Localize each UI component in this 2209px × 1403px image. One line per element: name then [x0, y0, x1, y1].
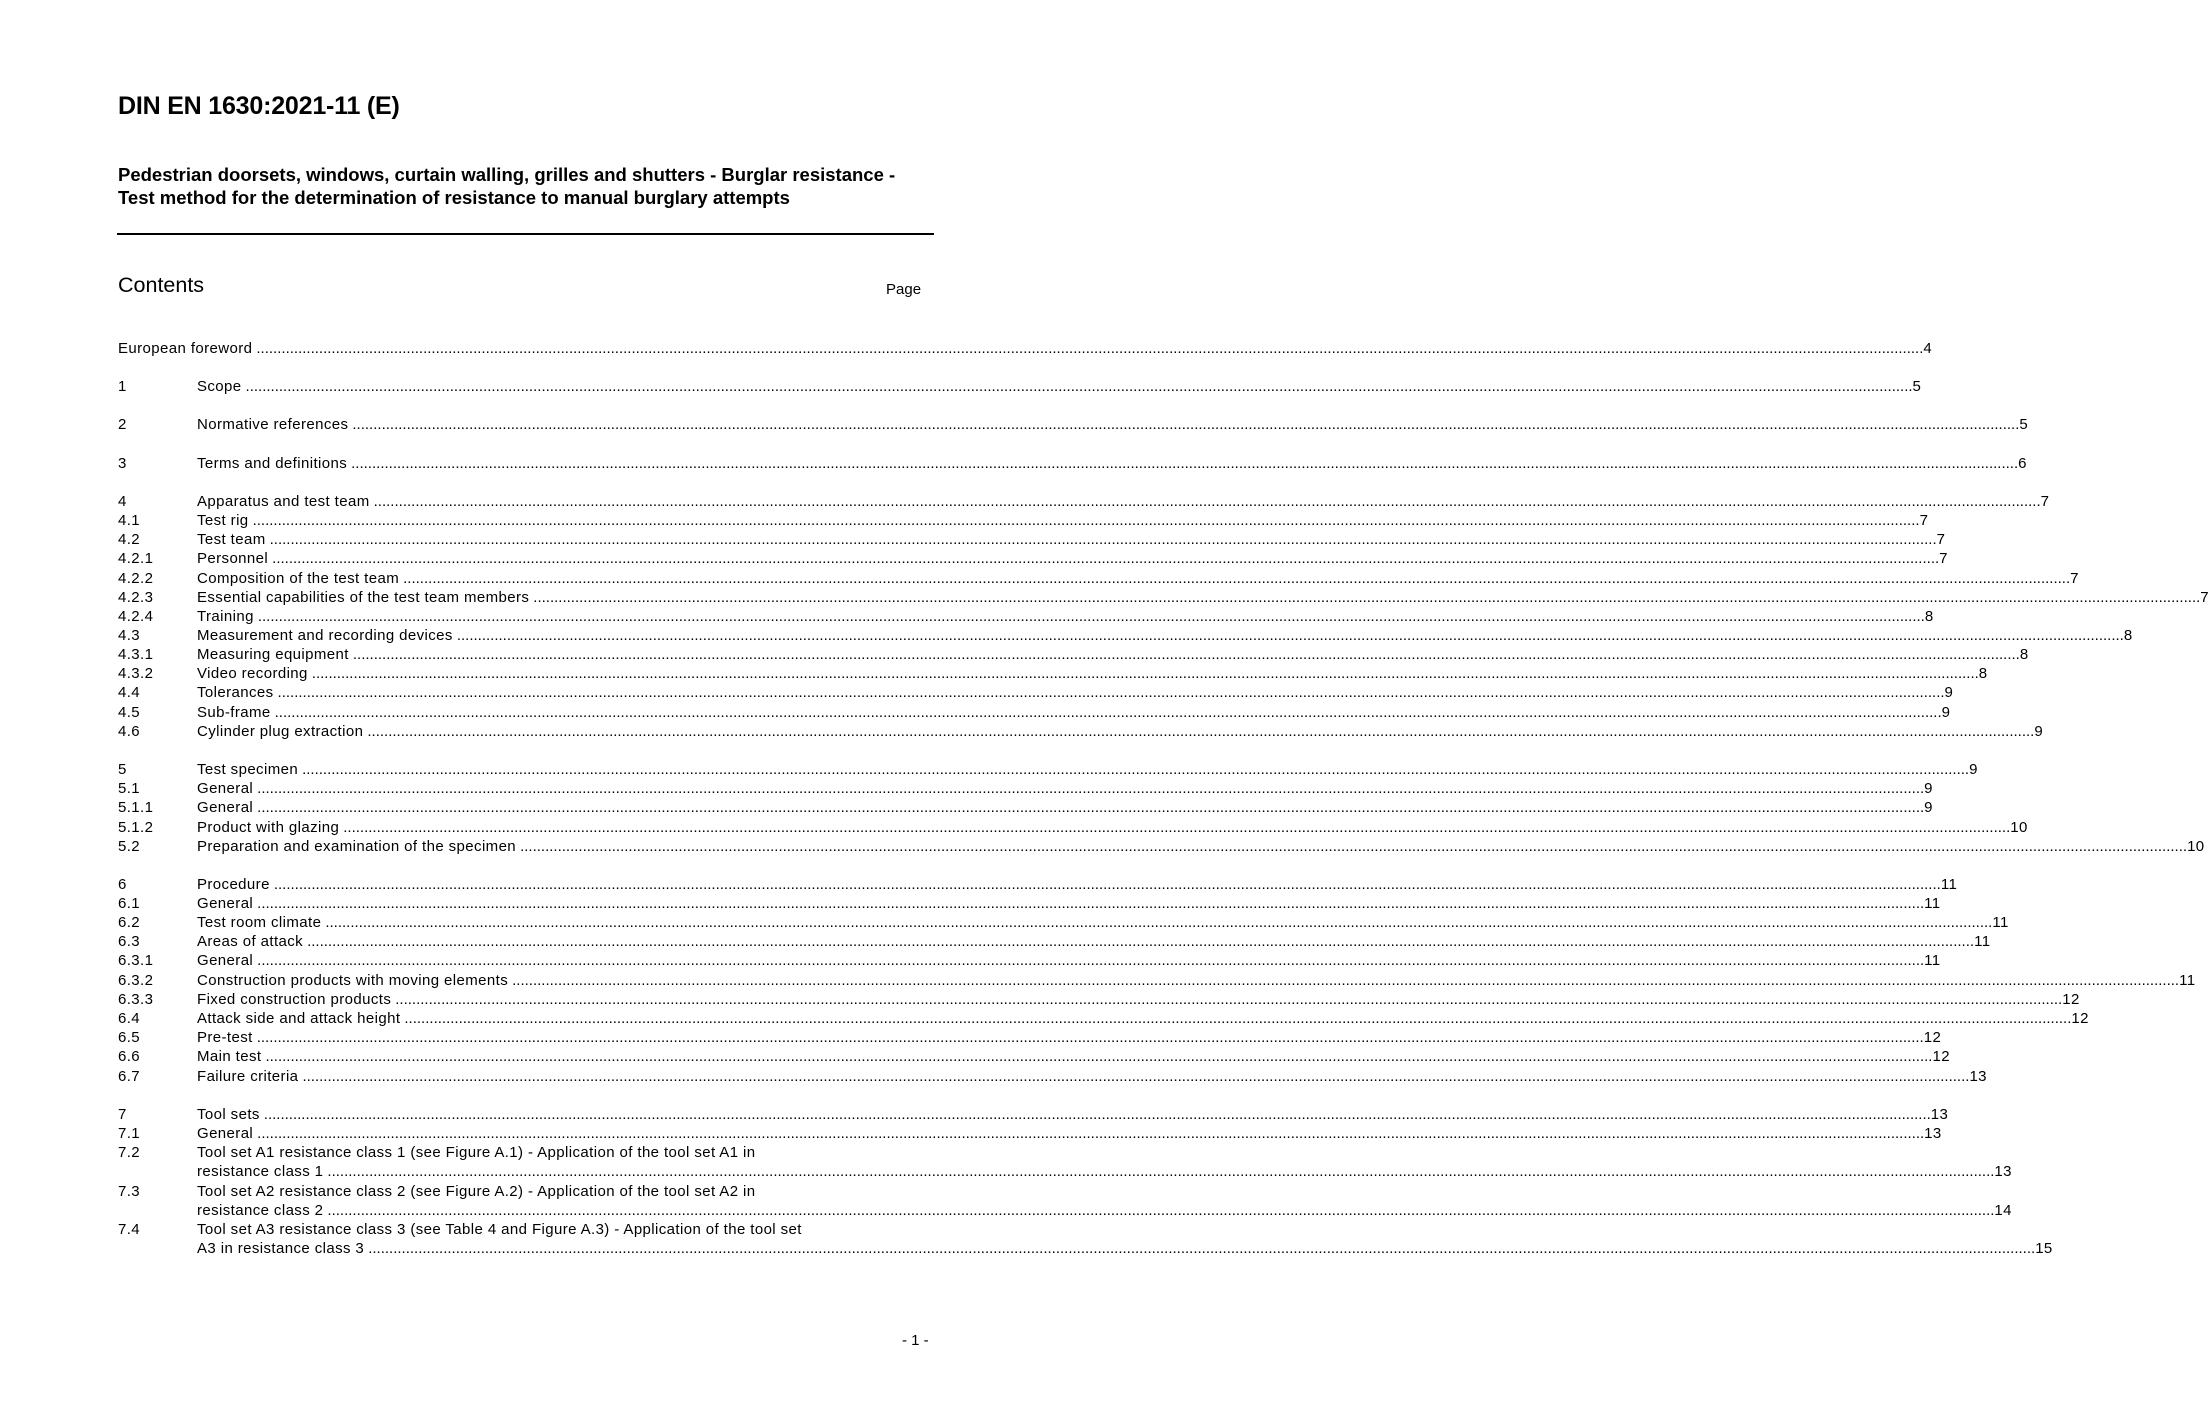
toc-entry-number: 1	[118, 378, 127, 395]
toc-dot-leader: ................................................................................................................................................................................................................................................................................................................................................................................................................	[257, 608, 1925, 625]
toc-entry-title: Apparatus and test team	[197, 493, 370, 510]
toc-entry-title: Scope	[197, 378, 242, 395]
toc-entry-title: Tool set A2 resistance class 2 (see Figure A.2) - Application of the tool set A2 in	[197, 1183, 756, 1200]
toc-entry-title: General	[197, 799, 254, 816]
toc-entry[interactable]	[118, 588, 2209, 607]
toc-entry-page: 7	[1919, 512, 1929, 529]
toc-entry[interactable]	[118, 913, 2009, 932]
toc-entry[interactable]	[118, 971, 2196, 990]
toc-dot-leader: ................................................................................................................................................................................................................................................................................................................................................................................................................	[257, 952, 1925, 969]
toc-entry-title: Test team	[197, 531, 266, 548]
toc-entry-page: 13	[1969, 1068, 1987, 1085]
toc-entry-page: 12	[1923, 1029, 1942, 1046]
toc-entry[interactable]	[118, 798, 1933, 817]
toc-entry-page: 10	[2187, 838, 2205, 855]
toc-dot-leader: ................................................................................................................................................................................................................................................................................................................................................................................................................	[373, 493, 2041, 510]
toc-dot-leader: ................................................................................................................................................................................................................................................................................................................................................................................................................	[257, 780, 1925, 797]
toc-entry-number: 6.3.2	[118, 972, 154, 989]
toc-entry-number: 4.3.2	[118, 665, 154, 682]
toc-entry-title: European foreword	[118, 340, 253, 357]
toc-entry-number: 7.3	[118, 1183, 141, 1200]
toc-dot-leader: ................................................................................................................................................................................................................................................................................................................................................................................................................	[343, 819, 2011, 836]
toc-entry[interactable]	[118, 492, 2050, 511]
toc-entry-page: 10	[2010, 819, 2028, 836]
toc-entry-page: 11	[1992, 914, 2009, 931]
toc-entry-continuation[interactable]	[118, 1239, 2053, 1258]
toc-entry[interactable]	[118, 549, 1948, 568]
toc-entry-number: 4.6	[118, 723, 141, 740]
toc-entry-title: Composition of the test team	[197, 570, 400, 587]
toc-entry-title: Tool sets	[197, 1106, 260, 1123]
toc-entry[interactable]	[118, 569, 2079, 588]
toc-entry-page: 8	[2019, 646, 2029, 663]
toc-entry[interactable]	[118, 1182, 921, 1201]
toc-dot-leader: ................................................................................................................................................................................................................................................................................................................................................................................................................	[533, 589, 2201, 606]
toc-entry-page: 12	[2071, 1010, 2089, 1027]
toc-entry-page: 5	[1912, 378, 1922, 395]
toc-dot-leader: ................................................................................................................................................................................................................................................................................................................................................................................................................	[403, 570, 2071, 587]
toc-entry-title: Procedure	[197, 876, 270, 893]
toc-dot-leader: ................................................................................................................................................................................................................................................................................................................................................................................................................	[352, 646, 2020, 663]
toc-entry-number: 4.1	[118, 512, 141, 529]
toc-entry-page: 9	[2034, 723, 2044, 740]
toc-entry-number: 4.2	[118, 531, 141, 548]
toc-entry-number: 2	[118, 416, 127, 433]
toc-entry-title: Tool set A3 resistance class 3 (see Table 4 and Figure A.3) - Application of the tool set	[197, 1221, 802, 1238]
toc-entry-number: 4	[118, 493, 127, 510]
toc-entry-title: Training	[197, 608, 254, 625]
toc-entry-title: Areas of attack	[197, 933, 304, 950]
toc-entry[interactable]	[118, 951, 1941, 970]
toc-entry[interactable]	[118, 1028, 1942, 1047]
toc-entry-number: 6.5	[118, 1029, 141, 1046]
toc-dot-leader: ................................................................................................................................................................................................................................................................................................................................................................................................................	[257, 799, 1925, 816]
toc-dot-leader: ................................................................................................................................................................................................................................................................................................................................................................................................................	[351, 455, 2019, 472]
toc-entry-page: 7	[2040, 493, 2050, 510]
toc-dot-leader: ................................................................................................................................................................................................................................................................................................................................................................................................................	[520, 838, 2188, 855]
toc-dot-leader: ................................................................................................................................................................................................................................................................................................................................................................................................................	[512, 972, 2180, 989]
toc-entry-number: 5.1	[118, 780, 141, 797]
toc-entry[interactable]	[118, 377, 1922, 396]
toc-entry[interactable]	[118, 760, 1978, 779]
toc-dot-leader: ................................................................................................................................................................................................................................................................................................................................................................................................................	[277, 684, 1945, 701]
toc-dot-leader: ................................................................................................................................................................................................................................................................................................................................................................................................................	[257, 895, 1925, 912]
toc-entry-page: 8	[2123, 627, 2133, 644]
toc-entry-title: Failure criteria	[197, 1068, 299, 1085]
toc-dot-leader: ................................................................................................................................................................................................................................................................................................................................................................................................................	[368, 1240, 2036, 1257]
toc-entry-number: 6.3.3	[118, 991, 154, 1008]
toc-dot-leader: ................................................................................................................................................................................................................................................................................................................................................................................................................	[352, 416, 2020, 433]
toc-entry-number: 5.1.1	[118, 799, 154, 816]
toc-entry-number: 4.2.2	[118, 570, 154, 587]
toc-dot-leader: ................................................................................................................................................................................................................................................................................................................................................................................................................	[256, 1029, 1924, 1046]
toc-entry-page: 7	[2200, 589, 2209, 606]
toc-dot-leader: ................................................................................................................................................................................................................................................................................................................................................................................................................	[311, 665, 1979, 682]
toc-entry-page: 9	[1924, 780, 1933, 797]
toc-entry-title: Attack side and attack height	[197, 1010, 401, 1027]
toc-entry-number: 6.7	[118, 1068, 141, 1085]
toc-entry-title: Cylinder plug extraction	[197, 723, 364, 740]
toc-entry[interactable]	[118, 1220, 921, 1239]
toc-dot-leader: ................................................................................................................................................................................................................................................................................................................................................................................................................	[256, 340, 1924, 357]
toc-entry-title: Normative references	[197, 416, 349, 433]
toc-entry-number: 6.6	[118, 1048, 141, 1065]
toc-entry[interactable]	[118, 1105, 1949, 1124]
toc-entry-number: 6.3	[118, 933, 141, 950]
toc-entry-page: 9	[1944, 684, 1954, 701]
toc-dot-leader: ................................................................................................................................................................................................................................................................................................................................................................................................................	[252, 512, 1920, 529]
toc-entry-title: resistance class 1	[197, 1163, 324, 1180]
toc-entry-page: 11	[1974, 933, 1991, 950]
toc-entry[interactable]	[118, 1009, 2089, 1028]
toc-dot-leader: ................................................................................................................................................................................................................................................................................................................................................................................................................	[269, 531, 1937, 548]
toc-dot-leader: ................................................................................................................................................................................................................................................................................................................................................................................................................	[274, 704, 1942, 721]
toc-entry[interactable]	[118, 511, 1929, 530]
toc-dot-leader: ................................................................................................................................................................................................................................................................................................................................................................................................................	[272, 550, 1940, 567]
toc-entry-number: 6.2	[118, 914, 141, 931]
toc-entry[interactable]	[118, 339, 1933, 358]
toc-entry-title: Tool set A1 resistance class 1 (see Figure A.1) - Application of the tool set A1 in	[197, 1144, 756, 1161]
toc-entry[interactable]	[118, 1047, 1950, 1066]
toc-entry-title: resistance class 2	[197, 1202, 324, 1219]
toc-entry[interactable]	[118, 607, 1934, 626]
toc-entry-number: 7.4	[118, 1221, 141, 1238]
toc-entry-page: 14	[1994, 1202, 2012, 1219]
toc-entry-page: 6	[2018, 455, 2027, 472]
toc-entry-title: Test specimen	[197, 761, 299, 778]
toc-entry-page: 11	[2179, 972, 2196, 989]
toc-dot-leader: ................................................................................................................................................................................................................................................................................................................................................................................................................	[367, 723, 2035, 740]
toc-entry-title: Sub-frame	[197, 704, 271, 721]
toc-entry[interactable]	[118, 626, 2133, 645]
toc-entry[interactable]	[118, 818, 2028, 837]
toc-entry[interactable]	[118, 645, 2029, 664]
toc-entry-number: 6.3.1	[118, 952, 154, 969]
toc-entry-page: 8	[1924, 608, 1934, 625]
toc-entry-title: Video recording	[197, 665, 308, 682]
toc-entry[interactable]	[118, 875, 1958, 894]
toc-entry-number: 4.5	[118, 704, 141, 721]
toc-entry-title: Main test	[197, 1048, 262, 1065]
toc-entry[interactable]	[118, 415, 2029, 434]
toc-dot-leader: ................................................................................................................................................................................................................................................................................................................................................................................................................	[327, 1163, 1995, 1180]
toc-entry-continuation[interactable]	[118, 1201, 2012, 1220]
toc-entry-number: 7.1	[118, 1125, 141, 1142]
toc-entry-page: 5	[2019, 416, 2029, 433]
toc-entry-title: Test room climate	[197, 914, 322, 931]
toc-dot-leader: ................................................................................................................................................................................................................................................................................................................................................................................................................	[257, 1125, 1925, 1142]
toc-entry[interactable]	[118, 779, 1933, 798]
toc-entry-page: 13	[1994, 1163, 2012, 1180]
toc-entry-page: 13	[1924, 1125, 1942, 1142]
toc-entry-title: General	[197, 952, 254, 969]
toc-entry[interactable]	[118, 1143, 921, 1162]
toc-dot-leader: ................................................................................................................................................................................................................................................................................................................................................................................................................	[325, 914, 1993, 931]
toc-entry[interactable]	[118, 454, 2027, 473]
toc-entry-number: 4.4	[118, 684, 141, 701]
toc-dot-leader: ................................................................................................................................................................................................................................................................................................................................................................................................................	[273, 876, 1941, 893]
toc-entry-title: Measuring equipment	[197, 646, 349, 663]
toc-entry-title: Preparation and examination of the specimen	[197, 838, 517, 855]
toc-dot-leader: ................................................................................................................................................................................................................................................................................................................................................................................................................	[302, 761, 1970, 778]
toc-entry-title: General	[197, 895, 254, 912]
toc-dot-leader: ................................................................................................................................................................................................................................................................................................................................................................................................................	[404, 1010, 2072, 1027]
toc-entry-page: 13	[1930, 1106, 1949, 1123]
toc-dot-leader: ................................................................................................................................................................................................................................................................................................................................................................................................................	[265, 1048, 1933, 1065]
toc-dot-leader: ................................................................................................................................................................................................................................................................................................................................................................................................................	[307, 933, 1975, 950]
toc-dot-leader: ................................................................................................................................................................................................................................................................................................................................................................................................................	[456, 627, 2124, 644]
toc-entry-number: 5.2	[118, 838, 141, 855]
toc-entry-title: Personnel	[197, 550, 269, 567]
document-title: Pedestrian doorsets, windows, curtain walling, grilles and shutters - Burglar resistance - Test method for the determination of resistance to manual burglary attempts	[118, 164, 896, 208]
toc-entry-page: 7	[1939, 550, 1948, 567]
toc-entry-page: 11	[1924, 895, 1941, 912]
toc-entry-number: 4.3	[118, 627, 141, 644]
toc-entry[interactable]	[118, 990, 2080, 1009]
toc-entry-page: 7	[2070, 570, 2079, 587]
toc-entry-number: 4.2.1	[118, 550, 154, 567]
toc-entry[interactable]	[118, 703, 1951, 722]
toc-entry-title: Tolerances	[197, 684, 274, 701]
toc-entry-page: 12	[1932, 1048, 1950, 1065]
toc-entry-page: 15	[2035, 1240, 2053, 1257]
toc-entry-page: 12	[2062, 991, 2080, 1008]
toc-entry-title: General	[197, 1125, 254, 1142]
toc-entry-page: 4	[1923, 340, 1933, 357]
toc-entry-number: 6.1	[118, 895, 141, 912]
document-id: DIN EN 1630:2021-11 (E)	[118, 92, 400, 120]
toc-entry[interactable]	[118, 1124, 1942, 1143]
toc-dot-leader: ................................................................................................................................................................................................................................................................................................................................................................................................................	[263, 1106, 1931, 1123]
toc-entry[interactable]	[118, 683, 1954, 702]
toc-entry-page: 11	[1940, 876, 1958, 893]
toc-entry-page: 7	[1936, 531, 1946, 548]
toc-entry-title: Construction products with moving elements	[197, 972, 509, 989]
toc-entry-number: 5.1.2	[118, 819, 154, 836]
toc-entry[interactable]	[118, 894, 1941, 913]
toc-entry-number: 6.4	[118, 1010, 141, 1027]
toc-entry-title: Terms and definitions	[197, 455, 348, 472]
toc-entry-number: 6	[118, 876, 127, 893]
toc-entry-title: Fixed construction products	[197, 991, 392, 1008]
toc-entry-number: 4.2.4	[118, 608, 154, 625]
toc-entry[interactable]	[118, 837, 2205, 856]
toc-entry-continuation[interactable]	[118, 1162, 2012, 1181]
toc-entry-title: General	[197, 780, 254, 797]
toc-dot-leader: ................................................................................................................................................................................................................................................................................................................................................................................................................	[395, 991, 2063, 1008]
toc-entry[interactable]	[118, 1067, 1987, 1086]
toc-entry[interactable]	[118, 664, 1988, 683]
contents-heading: Contents	[118, 273, 205, 297]
page-column-label: Page	[886, 281, 922, 298]
toc-entry-number: 7	[118, 1106, 127, 1123]
title-divider	[117, 233, 934, 235]
toc-entry-number: 4.3.1	[118, 646, 154, 663]
toc-entry[interactable]	[118, 722, 2044, 741]
toc-entry-page: 8	[1978, 665, 1988, 682]
toc-dot-leader: ................................................................................................................................................................................................................................................................................................................................................................................................................	[245, 378, 1913, 395]
toc-entry-title: Essential capabilities of the test team members	[197, 589, 530, 606]
toc-entry-number: 3	[118, 455, 127, 472]
toc-entry-title: A3 in resistance class 3	[197, 1240, 365, 1257]
toc-entry-number: 7.2	[118, 1144, 141, 1161]
toc-entry-page: 9	[1924, 799, 1933, 816]
toc-entry-number: 5	[118, 761, 127, 778]
toc-entry-title: Measurement and recording devices	[197, 627, 453, 644]
toc-entry-page: 9	[1941, 704, 1951, 721]
toc-entry-page: 11	[1924, 952, 1941, 969]
toc-entry[interactable]	[118, 932, 1991, 951]
toc-dot-leader: ................................................................................................................................................................................................................................................................................................................................................................................................................	[302, 1068, 1970, 1085]
toc-entry-number: 4.2.3	[118, 589, 154, 606]
page-number: - 1 -	[902, 1332, 929, 1349]
toc-entry[interactable]	[118, 530, 1946, 549]
toc-entry-page: 9	[1969, 761, 1978, 778]
toc-dot-leader: ................................................................................................................................................................................................................................................................................................................................................................................................................	[327, 1202, 1995, 1219]
toc-entry-title: Product with glazing	[197, 819, 340, 836]
toc-entry-title: Test rig	[197, 512, 249, 529]
toc-entry-title: Pre-test	[197, 1029, 253, 1046]
